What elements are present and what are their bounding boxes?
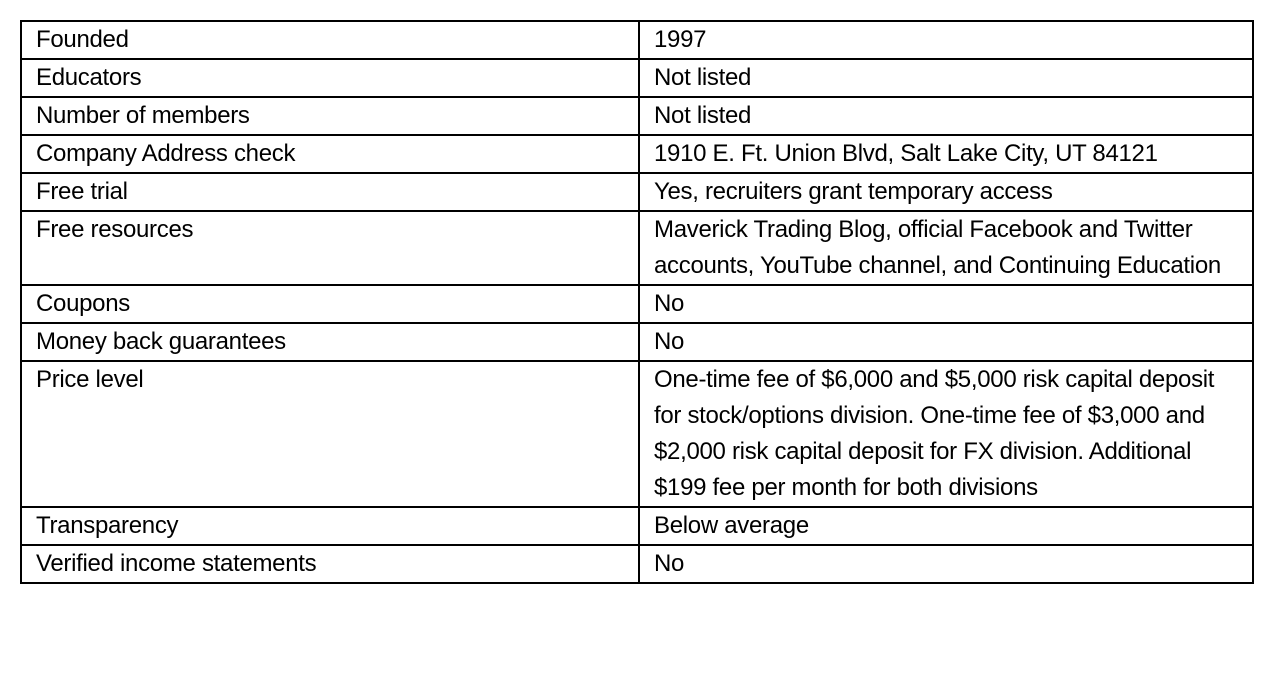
info-table <box>20 20 1254 584</box>
row-value: Not listed <box>639 59 1253 97</box>
table-row-verified-income-statements <box>21 545 1253 583</box>
row-label: Price level <box>21 361 639 507</box>
table-row-transparency <box>21 507 1253 545</box>
row-value: 1997 <box>639 21 1253 59</box>
row-value: No <box>639 323 1253 361</box>
table-row-company-address <box>21 135 1253 173</box>
row-label: Verified income statements <box>21 545 639 583</box>
table-row-free-resources <box>21 211 1253 285</box>
row-value: No <box>639 545 1253 583</box>
table-row-price-level <box>21 361 1253 507</box>
table-row-number-of-members <box>21 97 1253 135</box>
row-value: Yes, recruiters grant temporary access <box>639 173 1253 211</box>
row-value: No <box>639 285 1253 323</box>
row-label: Coupons <box>21 285 639 323</box>
row-label: Company Address check <box>21 135 639 173</box>
table-row-free-trial <box>21 173 1253 211</box>
row-label: Transparency <box>21 507 639 545</box>
row-label: Free trial <box>21 173 639 211</box>
row-value: 1910 E. Ft. Union Blvd, Salt Lake City, UT 84121 <box>639 135 1253 173</box>
row-label: Founded <box>21 21 639 59</box>
row-label: Number of members <box>21 97 639 135</box>
row-label: Educators <box>21 59 639 97</box>
row-value: One-time fee of $6,000 and $5,000 risk capital deposit for stock/options division. One-time fee of $3,000 and $2,000 risk capital deposit for FX division. Additional $199 fee per month for both divisions <box>639 361 1253 507</box>
row-value: Below average <box>639 507 1253 545</box>
table-row-educators <box>21 59 1253 97</box>
row-value: Maverick Trading Blog, official Facebook and Twitter accounts, YouTube channel, and Continuing Education <box>639 211 1253 285</box>
row-label: Money back guarantees <box>21 323 639 361</box>
row-value: Not listed <box>639 97 1253 135</box>
row-label: Free resources <box>21 211 639 285</box>
table-row-founded <box>21 21 1253 59</box>
table-row-coupons <box>21 285 1253 323</box>
table-row-money-back-guarantees <box>21 323 1253 361</box>
